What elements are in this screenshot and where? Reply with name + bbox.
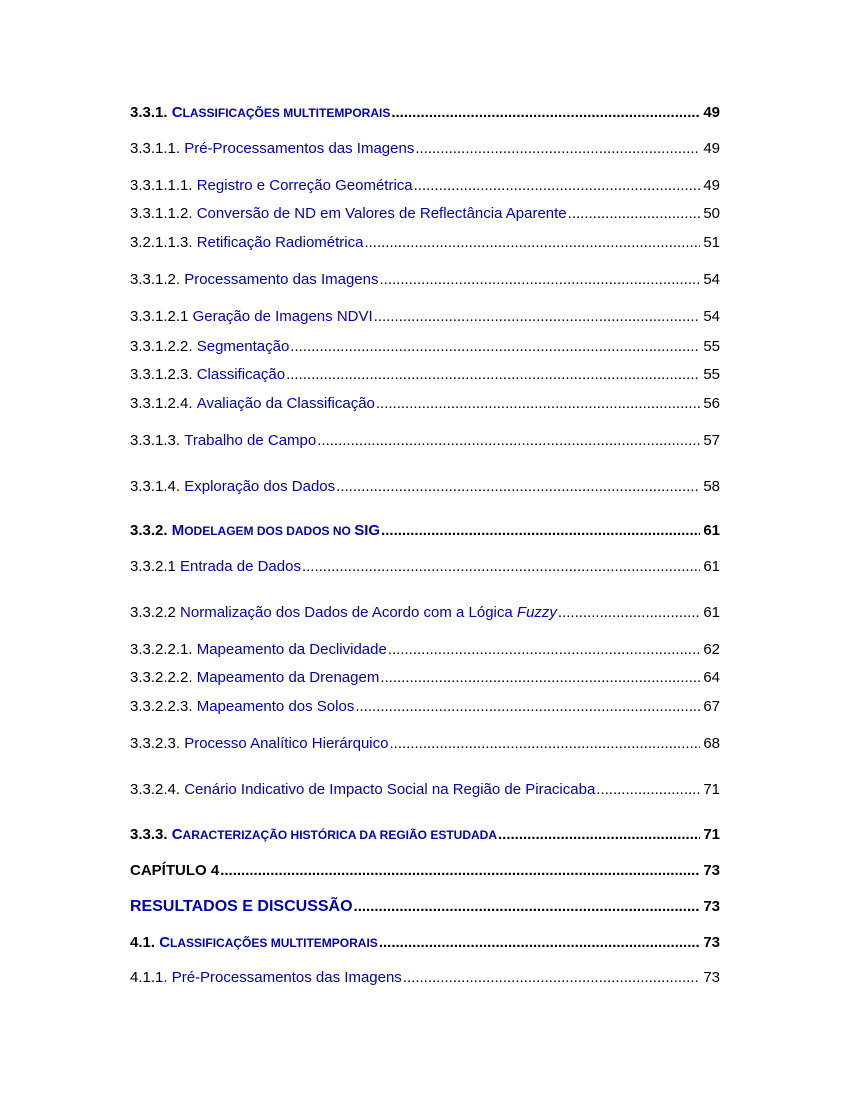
toc-entry-title[interactable]: Avaliação da Classificação <box>196 395 375 412</box>
toc-leader-dots <box>391 104 700 122</box>
toc-entry-number: 3.3.1.1.2. <box>130 205 197 222</box>
toc-entry-number: 3.3.2.4. <box>130 781 185 798</box>
toc-entry-page: 49 <box>703 140 720 157</box>
toc-entry-title[interactable]: Conversão de ND em Valores de Reflectância Aparente <box>196 205 567 222</box>
toc-entry-title[interactable]: Exploração dos Dados <box>184 478 336 495</box>
toc-entry-title[interactable]: Registro e Correção Geométrica <box>196 177 413 194</box>
toc-entry-number: 3.3.1.1. <box>130 140 185 157</box>
toc-entry-page: 50 <box>703 205 720 222</box>
toc-entry-page: 61 <box>703 604 720 621</box>
toc-leader-dots <box>558 604 700 622</box>
toc-leader-dots <box>568 205 701 223</box>
toc-entry-number: 3.3.1.2.2. <box>130 338 197 355</box>
toc-entry-page: 61 <box>703 558 720 575</box>
toc-entry[interactable] <box>130 698 720 716</box>
toc-entry-chapter-title[interactable] <box>130 898 720 916</box>
toc-entry-title[interactable]: Pré-Processamentos das Imagens <box>171 969 402 986</box>
toc-entry[interactable] <box>130 395 720 413</box>
toc-entry-number: 3.3.1.1.1. <box>130 177 197 194</box>
toc-entry[interactable] <box>130 781 720 799</box>
toc-leader-dots <box>374 308 701 326</box>
toc-leader-dots <box>414 177 701 195</box>
toc-leader-dots <box>355 698 700 716</box>
toc-entry-title[interactable]: Trabalho de Campo <box>184 432 317 449</box>
toc-entry[interactable] <box>130 934 720 952</box>
toc-leader-dots <box>381 522 700 540</box>
toc-entry[interactable] <box>130 669 720 687</box>
toc-entry[interactable] <box>130 104 720 122</box>
toc-entry[interactable] <box>130 205 720 223</box>
toc-entry-page: 62 <box>703 641 720 658</box>
toc-leader-dots <box>388 641 700 659</box>
toc-entry-title[interactable]: Mapeamento da Drenagem <box>196 669 380 686</box>
toc-entry-number: 3.3.2.2.1. <box>130 641 197 658</box>
toc-entry-page: 68 <box>703 735 720 752</box>
toc-leader-dots <box>286 366 700 384</box>
toc-entry-number: 3.3.1.2.3. <box>130 366 197 383</box>
toc-entry-number: 3.3.1. <box>130 104 172 121</box>
toc-entry-number: 3.3.3. <box>130 826 172 843</box>
toc-entry-title[interactable]: Cenário Indicativo de Impacto Social na Região de Piracicaba <box>184 781 596 798</box>
toc-entry-number: 3.3.2.3. <box>130 735 185 752</box>
toc-entry[interactable] <box>130 140 720 158</box>
toc-entry-page: 73 <box>703 898 720 915</box>
toc-entry[interactable] <box>130 366 720 384</box>
toc-entry[interactable] <box>130 641 720 659</box>
toc-chapter-label[interactable]: CAPÍTULO 4 <box>130 862 220 879</box>
toc-leader-dots <box>302 558 700 576</box>
toc-entry-number: 3.3.2.2.3. <box>130 698 197 715</box>
toc-entry-number: 3.2.1.1.3. <box>130 234 197 251</box>
toc-entry[interactable] <box>130 271 720 289</box>
toc-leader-dots <box>379 934 701 952</box>
toc-entry[interactable] <box>130 558 720 576</box>
toc-entry[interactable] <box>130 234 720 252</box>
toc-entry-page: 71 <box>703 781 720 798</box>
toc-leader-dots <box>317 432 700 450</box>
toc-leader-dots <box>376 395 700 413</box>
toc-entry-page: 55 <box>703 366 720 383</box>
toc-entry[interactable] <box>130 308 720 326</box>
toc-entry-number: 3.3.2. <box>130 522 172 539</box>
toc-entry-title[interactable]: Mapeamento da Declividade <box>196 641 387 658</box>
toc-entry-number: 3.3.2.2 <box>130 604 181 621</box>
toc-entry-title[interactable]: Entrada de Dados <box>180 558 301 575</box>
toc-entry-number: 3.3.1.2.4. <box>130 395 197 412</box>
toc-chapter-title[interactable]: RESULTADOS E DISCUSSÃO <box>130 898 353 915</box>
toc-entry-title[interactable]: CARACTERIZAÇÃO HISTÓRICA DA REGIÃO ESTUDADA <box>171 826 497 843</box>
toc-entry-title[interactable]: CLASSIFICAÇÕES MULTITEMPORAIS <box>171 104 391 121</box>
toc-leader-dots <box>380 669 700 687</box>
toc-entry-number: 4.1.1. <box>130 969 172 986</box>
toc-entry-number: 3.3.2.2.2. <box>130 669 197 686</box>
toc-entry-page: 56 <box>703 395 720 412</box>
toc-entry[interactable] <box>130 478 720 496</box>
toc-entry-page: 64 <box>703 669 720 686</box>
toc-leader-dots <box>220 862 700 880</box>
table-of-contents <box>130 0 720 1100</box>
toc-entry-title[interactable]: Pré-Processamentos das Imagens <box>184 140 415 157</box>
toc-leader-dots <box>354 898 701 916</box>
toc-entry-page: 54 <box>703 308 720 325</box>
toc-entry-page: 57 <box>703 432 720 449</box>
toc-entry[interactable] <box>130 432 720 450</box>
toc-entry-page: 54 <box>703 271 720 288</box>
toc-entry-page: 49 <box>703 104 720 121</box>
toc-leader-dots <box>403 969 701 987</box>
toc-entry[interactable] <box>130 177 720 195</box>
toc-entry-page: 55 <box>703 338 720 355</box>
toc-entry[interactable] <box>130 735 720 753</box>
toc-entry-title[interactable]: Retificação Radiométrica <box>196 234 364 251</box>
toc-entry-page: 58 <box>703 478 720 495</box>
toc-entry-title[interactable]: Normalização dos Dados de Acordo com a Lógica Fuzzy <box>180 604 557 621</box>
toc-leader-dots <box>364 234 700 252</box>
toc-entry-number: 3.3.2.1 <box>130 558 181 575</box>
toc-leader-dots <box>389 735 700 753</box>
toc-entry[interactable] <box>130 826 720 844</box>
toc-entry-page: 73 <box>703 934 720 951</box>
toc-entry-title[interactable]: Mapeamento dos Solos <box>196 698 355 715</box>
toc-entry-page: 51 <box>703 234 720 251</box>
toc-entry-number: 3.3.1.3. <box>130 432 185 449</box>
toc-entry-title[interactable]: Segmentação <box>196 338 290 355</box>
toc-entry-page: 67 <box>703 698 720 715</box>
toc-leader-dots <box>336 478 700 496</box>
toc-leader-dots <box>498 826 700 844</box>
toc-entry-number: 3.3.1.4. <box>130 478 185 495</box>
toc-entry-number: 3.3.1.2. <box>130 271 185 288</box>
toc-entry-title[interactable]: Classificação <box>196 366 286 383</box>
toc-entry-page: 73 <box>703 862 720 879</box>
toc-entry-number: 4.1. <box>130 934 160 951</box>
toc-entry[interactable] <box>130 522 720 540</box>
toc-entry-page: 71 <box>703 826 720 843</box>
toc-entry-page: 73 <box>703 969 720 986</box>
toc-entry-chapter[interactable] <box>130 862 720 880</box>
toc-entry-title[interactable]: MODELAGEM DOS DADOS NO SIG <box>171 522 381 539</box>
toc-leader-dots <box>380 271 701 289</box>
toc-entry[interactable] <box>130 969 720 987</box>
toc-entry[interactable] <box>130 604 720 622</box>
toc-entry-title[interactable]: Geração de Imagens NDVI <box>192 308 373 325</box>
toc-leader-dots <box>290 338 700 356</box>
toc-entry-page: 49 <box>703 177 720 194</box>
toc-leader-dots <box>415 140 700 158</box>
toc-entry-number: 3.3.1.2.1 <box>130 308 193 325</box>
toc-entry-title[interactable]: CLASSIFICAÇÕES MULTITEMPORAIS <box>159 934 378 951</box>
toc-leader-dots <box>596 781 700 799</box>
toc-entry-page: 61 <box>703 522 720 539</box>
toc-entry-title[interactable]: Processamento das Imagens <box>184 271 379 288</box>
toc-entry[interactable] <box>130 338 720 356</box>
toc-entry-title[interactable]: Processo Analítico Hierárquico <box>184 735 389 752</box>
